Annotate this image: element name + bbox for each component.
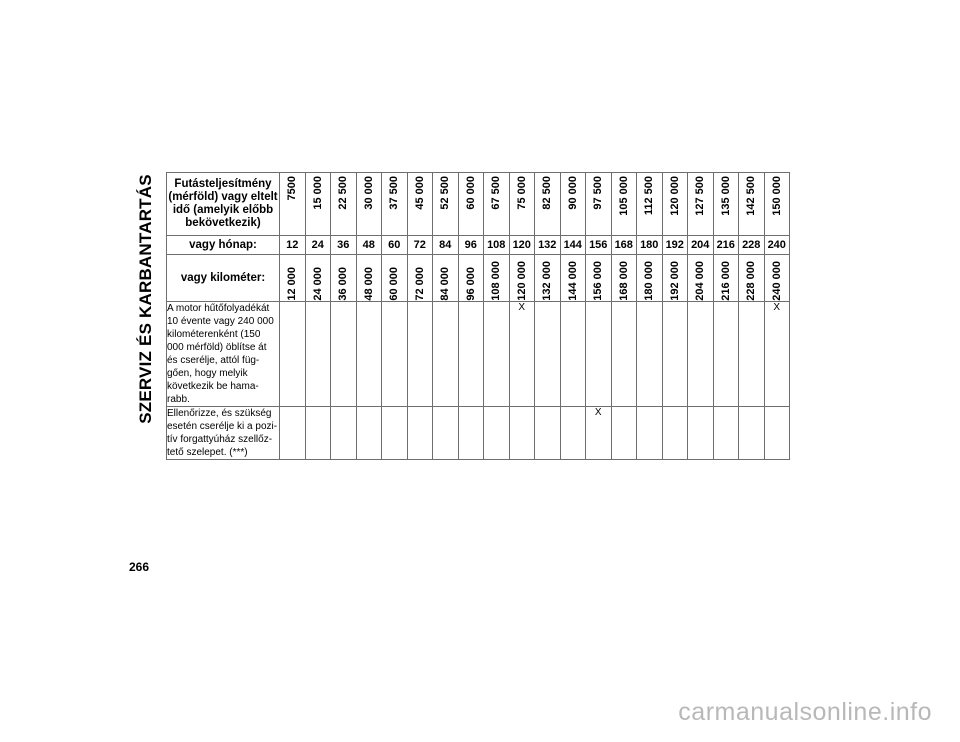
km-cell-wrap	[459, 255, 484, 301]
km-cell	[356, 255, 382, 302]
mileage-value: 120 000	[668, 176, 681, 216]
km-value: 108 000	[490, 261, 503, 301]
km-value: 240 000	[770, 261, 783, 301]
km-cell	[280, 255, 306, 302]
task-interval-mark	[688, 302, 714, 407]
mileage-cell	[484, 173, 510, 236]
km-value: 216 000	[719, 261, 732, 301]
km-value: 156 000	[592, 261, 605, 301]
months-value: 192	[662, 236, 688, 255]
km-cell-wrap	[408, 255, 433, 301]
km-header-row	[167, 255, 790, 302]
km-value: 132 000	[541, 261, 554, 301]
mileage-value: 22 500	[337, 176, 350, 210]
km-cell	[331, 255, 357, 302]
table-row	[167, 302, 790, 407]
km-cell-wrap	[433, 255, 458, 301]
km-value: 120 000	[515, 261, 528, 301]
km-value: 12 000	[286, 267, 299, 301]
months-value: 132	[535, 236, 561, 255]
task-interval-mark: X	[509, 302, 535, 407]
mileage-cell	[764, 173, 790, 236]
mileage-value: 105 000	[617, 176, 630, 216]
mileage-cell	[331, 173, 357, 236]
mileage-value: 135 000	[719, 176, 732, 216]
mileage-cell	[509, 173, 535, 236]
task-interval-mark	[739, 407, 765, 460]
km-cell	[458, 255, 484, 302]
task-interval-mark	[433, 407, 459, 460]
mileage-value: 82 500	[541, 176, 554, 210]
task-interval-mark	[356, 302, 382, 407]
months-value: 156	[586, 236, 612, 255]
task-interval-mark	[356, 407, 382, 460]
task-interval-mark	[688, 407, 714, 460]
section-title-text: SZERVIZ ÉS KARBANTARTÁS	[136, 174, 156, 424]
mileage-cell	[407, 173, 433, 236]
mileage-cell	[713, 173, 739, 236]
mileage-value: 90 000	[566, 176, 579, 210]
months-value: 168	[611, 236, 637, 255]
mileage-cell-wrap	[357, 173, 382, 235]
mileage-cell	[305, 173, 331, 236]
km-cell	[739, 255, 765, 302]
months-value: 240	[764, 236, 790, 255]
mileage-value: 7500	[286, 176, 299, 201]
mileage-cell-wrap	[459, 173, 484, 235]
mileage-cell	[433, 173, 459, 236]
mileage-value: 112 500	[643, 176, 656, 216]
km-cell	[305, 255, 331, 302]
months-header-row	[167, 236, 790, 255]
km-cell-wrap	[637, 255, 662, 301]
mileage-cell	[586, 173, 612, 236]
mileage-cell	[280, 173, 306, 236]
mileage-value: 97 500	[592, 176, 605, 210]
mileage-value: 150 000	[770, 176, 783, 216]
task-interval-mark: X	[586, 407, 612, 460]
task-interval-mark	[331, 407, 357, 460]
mileage-cell	[458, 173, 484, 236]
km-value: 60 000	[388, 267, 401, 301]
km-cell	[688, 255, 714, 302]
km-value: 168 000	[617, 261, 630, 301]
km-cell-wrap	[714, 255, 739, 301]
page-number: 266	[129, 560, 150, 574]
km-cell	[560, 255, 586, 302]
task-interval-mark	[662, 302, 688, 407]
mileage-header-label: Futásteljesítmény (mérföld) vagy eltelt idő (amelyik előbb bekövetkezik)	[167, 173, 280, 236]
km-cell-wrap	[586, 255, 611, 301]
km-cell-wrap	[484, 255, 509, 301]
km-value: 228 000	[745, 261, 758, 301]
mileage-value: 127 500	[694, 176, 707, 216]
mileage-cell-wrap	[280, 173, 305, 235]
km-cell	[662, 255, 688, 302]
mileage-value: 67 500	[490, 176, 503, 210]
km-cell-wrap	[663, 255, 688, 301]
mileage-value: 30 000	[362, 176, 375, 210]
km-cell-wrap	[535, 255, 560, 301]
mileage-cell-wrap	[306, 173, 331, 235]
mileage-cell-wrap	[586, 173, 611, 235]
mileage-cell-wrap	[663, 173, 688, 235]
km-cell	[611, 255, 637, 302]
mileage-cell-wrap	[510, 173, 535, 235]
km-cell-wrap	[510, 255, 535, 301]
months-value: 120	[509, 236, 535, 255]
mileage-cell	[356, 173, 382, 236]
task-description: Ellenőrizze, és szükség esetén cserélje ki a pozi-tív forgattyúház szellőz-tető szelepet. (***)	[167, 407, 280, 460]
km-value: 48 000	[362, 267, 375, 301]
task-interval-mark: X	[764, 302, 790, 407]
task-interval-mark	[713, 407, 739, 460]
mileage-cell	[637, 173, 663, 236]
months-value: 180	[637, 236, 663, 255]
task-interval-mark	[611, 302, 637, 407]
task-interval-mark	[305, 302, 331, 407]
mileage-cell-wrap	[612, 173, 637, 235]
task-interval-mark	[382, 302, 408, 407]
task-interval-mark	[586, 302, 612, 407]
mileage-cell-wrap	[688, 173, 713, 235]
km-value: 36 000	[337, 267, 350, 301]
mileage-header-row	[167, 173, 790, 236]
task-interval-mark	[305, 407, 331, 460]
months-value: 96	[458, 236, 484, 255]
section-title	[132, 172, 160, 426]
km-value: 72 000	[413, 267, 426, 301]
months-value: 72	[407, 236, 433, 255]
mileage-value: 52 500	[439, 176, 452, 210]
task-interval-mark	[764, 407, 790, 460]
mileage-value: 45 000	[413, 176, 426, 210]
task-interval-mark	[713, 302, 739, 407]
months-value: 84	[433, 236, 459, 255]
mileage-value: 75 000	[515, 176, 528, 210]
km-cell	[407, 255, 433, 302]
months-header-label: vagy hónap:	[167, 236, 280, 255]
months-value: 60	[382, 236, 408, 255]
km-value: 204 000	[694, 261, 707, 301]
mileage-cell-wrap	[382, 173, 407, 235]
km-cell-wrap	[688, 255, 713, 301]
mileage-cell	[560, 173, 586, 236]
months-value: 216	[713, 236, 739, 255]
km-cell-wrap	[331, 255, 356, 301]
km-cell-wrap	[306, 255, 331, 301]
km-cell	[433, 255, 459, 302]
mileage-value: 60 000	[464, 176, 477, 210]
task-interval-mark	[509, 407, 535, 460]
mileage-cell-wrap	[484, 173, 509, 235]
months-value: 228	[739, 236, 765, 255]
task-interval-mark	[739, 302, 765, 407]
task-interval-mark	[458, 407, 484, 460]
mileage-cell	[611, 173, 637, 236]
task-interval-mark	[458, 302, 484, 407]
mileage-cell-wrap	[765, 173, 790, 235]
mileage-value: 142 500	[745, 176, 758, 216]
task-interval-mark	[280, 407, 306, 460]
task-interval-mark	[382, 407, 408, 460]
maintenance-schedule-table	[166, 172, 790, 460]
table-row	[167, 407, 790, 460]
km-cell	[637, 255, 663, 302]
mileage-cell-wrap	[331, 173, 356, 235]
task-interval-mark	[407, 407, 433, 460]
km-cell-wrap	[357, 255, 382, 301]
task-interval-mark	[280, 302, 306, 407]
mileage-cell-wrap	[561, 173, 586, 235]
months-value: 24	[305, 236, 331, 255]
mileage-cell	[535, 173, 561, 236]
mileage-cell	[662, 173, 688, 236]
watermark: carmanualsonline.info	[678, 698, 932, 726]
task-interval-mark	[484, 407, 510, 460]
km-cell	[382, 255, 408, 302]
km-cell-wrap	[280, 255, 305, 301]
km-value: 192 000	[668, 261, 681, 301]
km-cell-wrap	[765, 255, 790, 301]
months-value: 204	[688, 236, 714, 255]
km-cell-wrap	[382, 255, 407, 301]
mileage-value: 15 000	[311, 176, 324, 210]
task-interval-mark	[535, 302, 561, 407]
months-value: 108	[484, 236, 510, 255]
mileage-cell-wrap	[408, 173, 433, 235]
km-header-label: vagy kilométer:	[167, 255, 280, 302]
km-cell-wrap	[739, 255, 764, 301]
km-cell	[713, 255, 739, 302]
km-cell	[535, 255, 561, 302]
mileage-cell-wrap	[535, 173, 560, 235]
mileage-cell	[688, 173, 714, 236]
km-cell	[586, 255, 612, 302]
mileage-cell-wrap	[637, 173, 662, 235]
mileage-cell	[739, 173, 765, 236]
task-interval-mark	[535, 407, 561, 460]
mileage-cell-wrap	[714, 173, 739, 235]
km-cell-wrap	[612, 255, 637, 301]
km-value: 96 000	[464, 267, 477, 301]
task-interval-mark	[560, 407, 586, 460]
mileage-cell-wrap	[433, 173, 458, 235]
km-value: 180 000	[643, 261, 656, 301]
mileage-cell-wrap	[739, 173, 764, 235]
mileage-cell	[382, 173, 408, 236]
km-cell-wrap	[561, 255, 586, 301]
task-interval-mark	[560, 302, 586, 407]
task-interval-mark	[433, 302, 459, 407]
km-cell	[484, 255, 510, 302]
task-interval-mark	[637, 302, 663, 407]
km-cell	[764, 255, 790, 302]
mileage-value: 37 500	[388, 176, 401, 210]
km-value: 144 000	[566, 261, 579, 301]
task-interval-mark	[611, 407, 637, 460]
task-description: A motor hűtőfolyadékát 10 évente vagy 240 000 kilométerenként (150 000 mérföld) öblítse át és cserélje, attól füg-gően, hogy melyik következik be hama-rabb.	[167, 302, 280, 407]
months-value: 36	[331, 236, 357, 255]
task-interval-mark	[662, 407, 688, 460]
task-interval-mark	[484, 302, 510, 407]
km-value: 84 000	[439, 267, 452, 301]
km-value: 24 000	[311, 267, 324, 301]
km-cell	[509, 255, 535, 302]
task-interval-mark	[407, 302, 433, 407]
task-interval-mark	[637, 407, 663, 460]
months-value: 12	[280, 236, 306, 255]
months-value: 144	[560, 236, 586, 255]
task-interval-mark	[331, 302, 357, 407]
months-value: 48	[356, 236, 382, 255]
